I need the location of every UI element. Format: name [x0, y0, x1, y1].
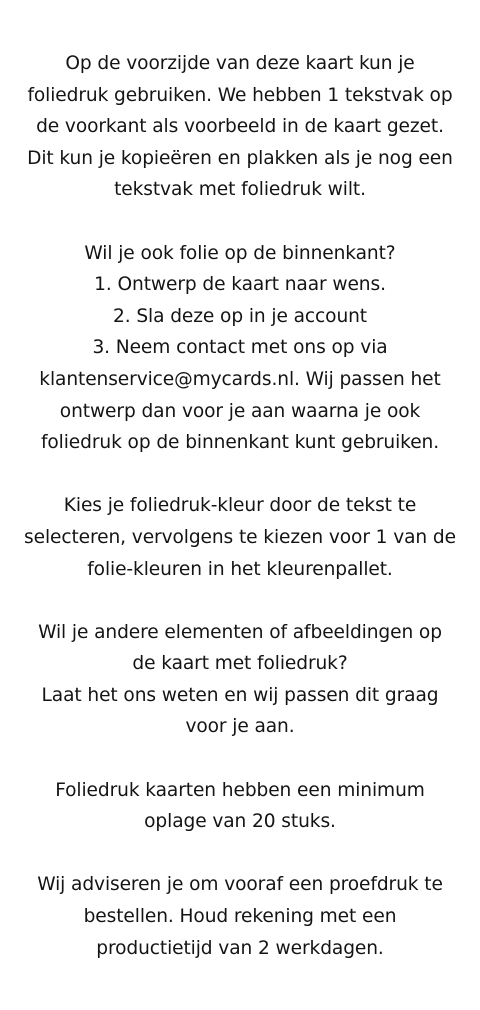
paragraph-spacer [0, 585, 480, 617]
proof-print-paragraph: Wij adviseren je om vooraf een proefdruk te bestellen. Houd rekening met een productietijd van 2 werkdagen. [37, 874, 443, 959]
paragraph-spacer [0, 459, 480, 491]
paragraph-spacer [0, 743, 480, 775]
instruction-text-block [0, 48, 480, 964]
foliedruk-front-paragraph: Op de voorzijde van deze kaart kun je foliedruk gebruiken. We hebben 1 tekstvak op de voorkant als voorbeeld in de kaart gezet. Dit kun je kopieëren en plakken als je nog een tekstvak met foliedruk wilt. [27, 53, 453, 201]
minimum-order-paragraph: Foliedruk kaarten hebben een minimum oplage van 20 stuks. [55, 779, 425, 833]
paragraph-spacer [0, 838, 480, 870]
foliedruk-elements-paragraph: Wil je andere elementen of afbeeldingen op de kaart met foliedruk? Laat het ons weten en wij passen dit graag voor je aan. [38, 621, 442, 738]
foliedruk-inside-paragraph: Wil je ook folie op de binnenkant? 1. Ontwerp de kaart naar wens. 2. Sla deze op in je account 3. Neem contact met ons op via klantenservice@mycards.nl. Wij passen het ontwerp dan voor je aan waarna je ook foliedruk op de binnenkant kunt gebruiken. [39, 242, 441, 454]
foliedruk-color-paragraph: Kies je foliedruk-kleur door de tekst te selecteren, vervolgens te kiezen voor 1 van de folie-kleuren in het kleurenpallet. [24, 495, 456, 580]
paragraph-spacer [0, 206, 480, 238]
